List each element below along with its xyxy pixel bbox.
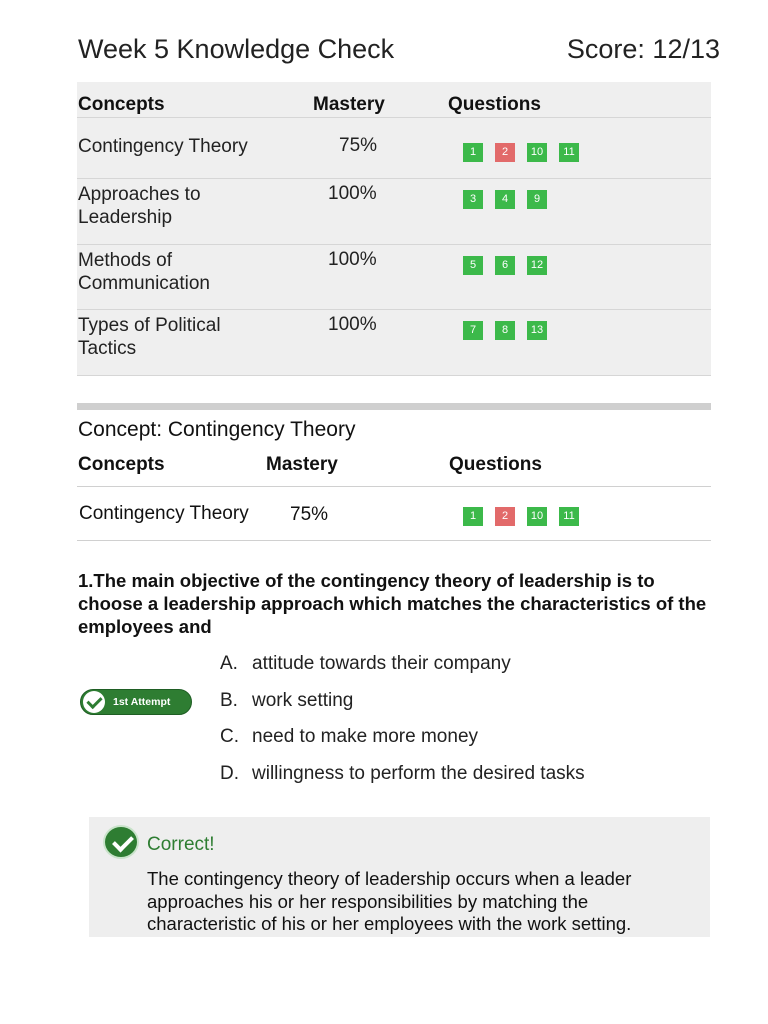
check-circle-icon: [103, 825, 139, 859]
feedback-box: [89, 817, 710, 937]
summary-row: [77, 245, 711, 310]
option-text: work setting: [252, 689, 354, 711]
concept-name: Contingency Theory: [79, 503, 249, 524]
section-divider: [77, 403, 711, 410]
header-questions: Questions: [449, 454, 542, 475]
question-link[interactable]: 1: [463, 143, 483, 162]
answer-option-a[interactable]: [220, 653, 680, 690]
question-link[interactable]: 11: [559, 143, 579, 162]
answer-options: [220, 653, 680, 799]
attempt-badge: [80, 689, 192, 715]
option-letter: B.: [220, 689, 238, 711]
question-link[interactable]: 13: [527, 321, 547, 340]
summary-row: [77, 310, 711, 376]
option-text: need to make more money: [252, 726, 479, 747]
question-link[interactable]: 7: [463, 321, 483, 340]
mastery-value: 100%: [328, 249, 377, 270]
question-link[interactable]: 9: [527, 190, 547, 209]
question-links: [463, 190, 547, 209]
summary-table: [77, 82, 711, 376]
question-link[interactable]: 10: [527, 507, 547, 526]
option-letter: A.: [220, 653, 238, 674]
option-text: attitude towards their company: [252, 653, 511, 674]
question-link[interactable]: 3: [463, 190, 483, 209]
question-link[interactable]: 10: [527, 143, 547, 162]
question-link[interactable]: 12: [527, 256, 547, 275]
score-label: Score: 12/13: [566, 34, 720, 64]
mastery-value: 100%: [328, 183, 377, 204]
concept-name: Contingency Theory: [78, 136, 248, 157]
header-mastery: Mastery: [313, 94, 385, 115]
concept-header-row: [77, 450, 711, 487]
header-questions: Questions: [448, 94, 541, 115]
question-link[interactable]: 2: [495, 143, 515, 162]
concept-row: [77, 487, 711, 541]
attempt-label: 1st Attempt: [113, 696, 171, 708]
option-letter: C.: [220, 726, 239, 747]
page-header: [78, 34, 720, 68]
header-concepts: Concepts: [78, 94, 165, 115]
option-letter: D.: [220, 762, 239, 784]
question-link[interactable]: 11: [559, 507, 579, 526]
header-mastery: Mastery: [266, 454, 338, 475]
question-links: [463, 143, 579, 162]
summary-row: [77, 179, 711, 245]
question-link[interactable]: 5: [463, 256, 483, 275]
question-link[interactable]: 4: [495, 190, 515, 209]
question-link[interactable]: 6: [495, 256, 515, 275]
question-link[interactable]: 1: [463, 507, 483, 526]
page-title: Week 5 Knowledge Check: [78, 34, 395, 64]
check-circle-icon: [83, 691, 105, 713]
concept-name: Approaches to Leadership: [78, 184, 201, 228]
option-text: willingness to perform the desired tasks: [252, 762, 585, 784]
answer-option-b[interactable]: [220, 690, 680, 727]
question-links: [463, 507, 579, 526]
answer-option-d[interactable]: [220, 763, 680, 800]
question-text: 1.The main objective of the contingency theory of leadership is to choose a leadership approach which matches the characteristics of the employees and: [78, 570, 707, 637]
concept-name: Types of Political Tactics: [78, 315, 221, 359]
question-links: [463, 256, 547, 275]
mastery-value: 75%: [290, 504, 329, 525]
feedback-text: The contingency theory of leadership occurs when a leader approaches his or her responsibilities by matching the characteristic of his or her employees with the work setting.: [147, 868, 632, 934]
question-links: [463, 321, 547, 340]
question-link[interactable]: 2: [495, 507, 515, 526]
answer-option-c[interactable]: [220, 726, 680, 763]
feedback-title: Correct!: [147, 834, 215, 855]
concept-name: Methods of Communication: [78, 250, 210, 294]
summary-header-row: [77, 82, 711, 118]
concept-section-title: Concept: Contingency Theory: [78, 418, 356, 441]
header-concepts: Concepts: [78, 454, 165, 475]
summary-row: [77, 118, 711, 179]
question-link[interactable]: 8: [495, 321, 515, 340]
mastery-value: 75%: [339, 135, 378, 156]
mastery-value: 100%: [328, 314, 377, 335]
